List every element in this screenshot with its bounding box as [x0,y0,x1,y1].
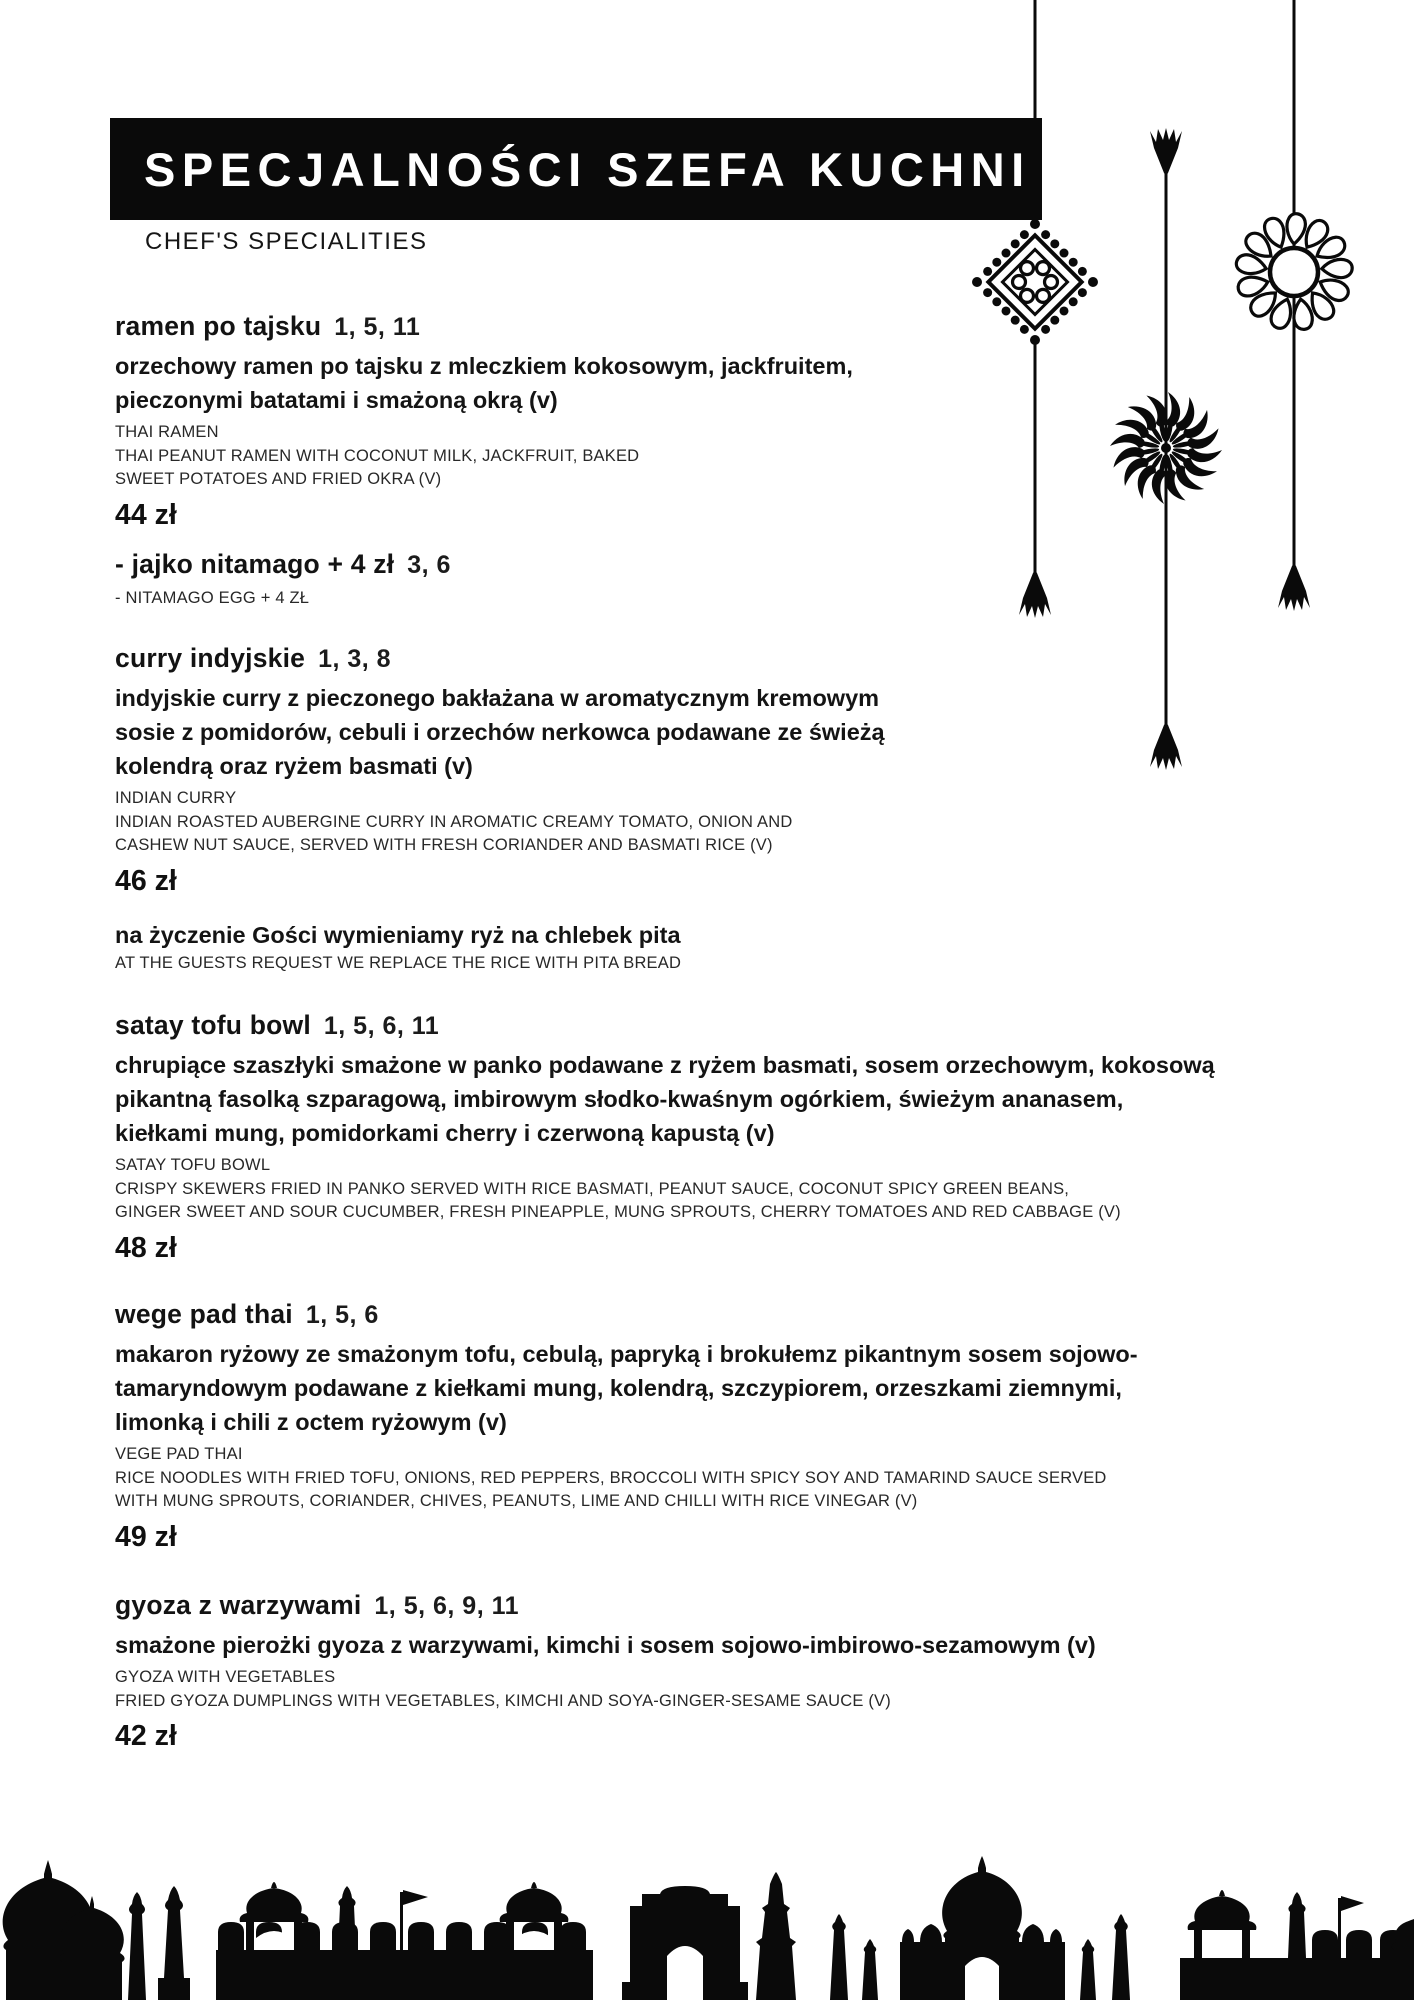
dish-title: satay tofu bowl [115,1010,311,1040]
menu-section-curry [115,643,1325,898]
desc-en-line: THAI RAMEN [115,423,219,441]
dish-title: wege pad thai [115,1299,293,1329]
dish-price: 44 zł [115,498,177,531]
desc-pl-line: pikantną fasolką szparagową, imbirowym słodko-kwaśnym ogórkiem, świeżym ananasem, [115,1086,1124,1112]
desc-pl-line: tamaryndowym podawane z kiełkami mung, kolendrą, szczypiorem, orzeszkami ziemnymi, [115,1375,1122,1401]
dish-price: 46 zł [115,864,177,897]
india-skyline-silhouette [0,1850,1414,2000]
dish-price: 49 zł [115,1520,177,1553]
desc-en-line: INDIAN CURRY [115,789,237,807]
page-title: SPECJALNOŚCI SZEFA KUCHNI [144,142,1031,196]
dish-title: curry indyjskie [115,643,306,673]
desc-pl-line: limonką i chili z octem ryżowym (v) [115,1409,507,1435]
menu-section-satay [115,1010,1325,1265]
desc-pl-line: pieczonymi batatami i smażoną okrą (v) [115,387,558,413]
desc-pl-line: sosie z pomidorów, cebuli i orzechów nerkowca podawane ze świeżą [115,719,885,745]
addon-en-line: - NITAMAGO EGG + 4 ZŁ [115,589,310,607]
dish-price: 42 zł [115,1720,177,1752]
header-bar [110,118,1042,220]
desc-en-line: GYOZA WITH VEGETABLES [115,1668,336,1686]
dart-icon [1150,128,1182,176]
desc-pl-line: kolendrą oraz ryżem basmati (v) [115,753,473,779]
dish-allergens: 1, 5, 11 [334,313,421,341]
desc-en-line: SATAY TOFU BOWL [115,1156,271,1174]
note-en-line: AT THE GUESTS REQUEST WE REPLACE THE RICE WITH PITA BREAD [115,954,682,972]
dish-allergens: 1, 5, 6 [305,1301,379,1329]
menu-section-pita-note [115,918,1325,976]
desc-en-line: CASHEW NUT SAUCE, SERVED WITH FRESH CORIANDER AND BASMATI RICE (V) [115,836,773,854]
dish-allergens: 1, 5, 6, 9, 11 [374,1592,520,1620]
addon-allergens: 3, 6 [407,551,451,579]
desc-en-line: THAI PEANUT RAMEN WITH COCONUT MILK, JACKFRUIT, BAKED [115,446,640,465]
desc-en-line: FRIED GYOZA DUMPLINGS WITH VEGETABLES, KIMCHI AND SOYA-GINGER-SESAME SAUCE (V) [115,1691,891,1710]
addon-title: - jajko nitamago + 4 zł [115,549,395,579]
desc-en-line: CRISPY SKEWERS FRIED IN PANKO SERVED WITH RICE BASMATI, PEANUT SAUCE, COCONUT SPICY GREEN BEANS, [115,1179,1070,1198]
desc-en-line: WITH MUNG SPROUTS, CORIANDER, CHIVES, PEANUTS, LIME AND CHILLI WITH RICE VINEGAR (V) [115,1492,918,1510]
desc-pl-line: smażone pierożki gyoza z warzywami, kimchi i sosem sojowo-imbirowo-sezamowym (v) [115,1632,1096,1658]
menu-section-addon-egg [115,549,1325,611]
desc-pl-line: chrupiące szaszłyki smażone w panko podawane z ryżem basmati, sosem orzechowym, kokosową [115,1052,1215,1078]
desc-en-line: GINGER SWEET AND SOUR CUCUMBER, FRESH PINEAPPLE, MUNG SPROUTS, CHERRY TOMATOES AND RED CABBAGE (V) [115,1203,1121,1221]
menu-section-gyoza [115,1590,1325,1753]
dish-title: ramen po tajsku [115,311,322,341]
desc-pl-line: makaron ryżowy ze smażonym tofu, cebulą, papryką i brokułemz pikantnym sosem sojowo- [115,1341,1138,1367]
menu-section-pad-thai [115,1299,1325,1554]
desc-pl-line: kiełkami mung, pomidorkami cherry i czerwoną kapustą (v) [115,1120,775,1146]
dish-allergens: 1, 5, 6, 11 [323,1012,440,1040]
page-subtitle: CHEF'S SPECIALITIES [145,228,428,255]
desc-en-line: SWEET POTATOES AND FRIED OKRA (V) [115,470,442,488]
desc-en-line: RICE NOODLES WITH FRIED TOFU, ONIONS, RED PEPPERS, BROCCOLI WITH SPICY SOY AND TAMARIND SAUCE SERVED [115,1468,1107,1487]
dish-price: 48 zł [115,1231,177,1264]
dish-allergens: 1, 3, 8 [318,645,392,673]
dish-title: gyoza z warzywami [115,1590,362,1620]
desc-pl-line: orzechowy ramen po tajsku z mleczkiem kokosowym, jackfruitem, [115,353,853,379]
note-pl-line: na życzenie Gości wymieniamy ryż na chlebek pita [115,922,681,948]
desc-en-line: INDIAN ROASTED AUBERGINE CURRY IN AROMATIC CREAMY TOMATO, ONION AND [115,812,793,831]
desc-pl-line: indyjskie curry z pieczonego bakłażana w aromatycznym kremowym [115,685,880,711]
menu-section-ramen [115,311,1325,532]
desc-en-line: VEGE PAD THAI [115,1445,243,1463]
